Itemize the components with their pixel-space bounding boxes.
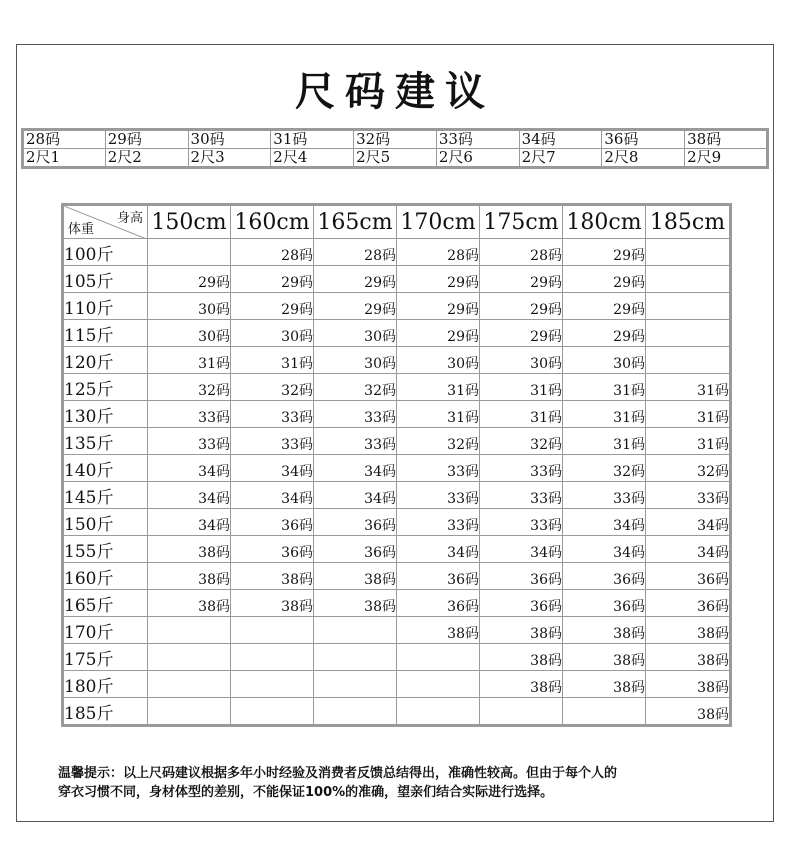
size-cell: 38码 [397, 617, 480, 644]
corner-cell [63, 205, 148, 239]
size-cell: 29码 [397, 320, 480, 347]
size-cell: 28码 [480, 239, 563, 266]
conversion-size-cell: 34码 [519, 130, 602, 149]
size-cell: 33码 [148, 428, 231, 455]
weight-cell: 110斤 [63, 293, 148, 320]
size-cell: 38码 [563, 617, 646, 644]
size-cell: 33码 [148, 401, 231, 428]
size-cell: 30码 [480, 347, 563, 374]
size-cell [231, 644, 314, 671]
size-cell [314, 671, 397, 698]
size-cell: 29码 [480, 266, 563, 293]
size-cell: 29码 [231, 293, 314, 320]
size-cell: 30码 [563, 347, 646, 374]
size-cell: 33码 [314, 428, 397, 455]
size-cell: 38码 [646, 698, 731, 726]
size-cell: 29码 [148, 266, 231, 293]
size-cell: 29码 [480, 320, 563, 347]
size-cell: 33码 [480, 455, 563, 482]
size-cell: 34码 [148, 509, 231, 536]
tip-line-2: 穿衣习惯不同，身材体型的差别，不能保证100%的准确，望亲们结合实际进行选择。 [58, 785, 554, 800]
size-cell [646, 320, 731, 347]
size-cell: 29码 [397, 266, 480, 293]
conversion-waist-cell: 2尺8 [602, 149, 685, 168]
size-cell [148, 617, 231, 644]
weight-cell: 100斤 [63, 239, 148, 266]
weight-cell: 180斤 [63, 671, 148, 698]
size-cell: 38码 [314, 590, 397, 617]
size-cell [646, 347, 731, 374]
size-cell: 33码 [397, 455, 480, 482]
height-header-cell: 185cm [646, 205, 731, 239]
size-cell: 30码 [314, 347, 397, 374]
size-cell [646, 266, 731, 293]
weight-cell: 130斤 [63, 401, 148, 428]
conversion-size-cell: 32码 [354, 130, 437, 149]
size-cell: 29码 [563, 320, 646, 347]
conversion-size-cell: 33码 [436, 130, 519, 149]
size-cell: 38码 [231, 590, 314, 617]
page-title: 尺码建议 [295, 69, 495, 115]
size-cell: 36码 [231, 509, 314, 536]
table-row [63, 617, 731, 644]
size-cell: 32码 [563, 455, 646, 482]
weight-cell: 115斤 [63, 320, 148, 347]
height-header-cell: 170cm [397, 205, 480, 239]
weight-cell: 120斤 [63, 347, 148, 374]
height-header-cell: 165cm [314, 205, 397, 239]
weight-cell: 105斤 [63, 266, 148, 293]
size-cell: 28码 [231, 239, 314, 266]
size-cell: 36码 [563, 590, 646, 617]
size-cell [646, 293, 731, 320]
size-waist-conversion-table [21, 128, 769, 169]
size-cell [148, 671, 231, 698]
size-cell: 34码 [397, 536, 480, 563]
size-cell: 38码 [646, 671, 731, 698]
size-cell [314, 698, 397, 726]
size-cell: 38码 [480, 617, 563, 644]
size-cell: 36码 [480, 590, 563, 617]
size-cell: 36码 [397, 563, 480, 590]
size-cell: 38码 [148, 563, 231, 590]
size-cell [148, 644, 231, 671]
size-cell: 31码 [563, 401, 646, 428]
size-cell [397, 698, 480, 726]
table-row [63, 455, 731, 482]
size-cell: 33码 [480, 509, 563, 536]
table-row [63, 293, 731, 320]
conversion-waist-cell: 2尺4 [271, 149, 354, 168]
weight-cell: 165斤 [63, 590, 148, 617]
size-cell: 33码 [646, 482, 731, 509]
size-cell [314, 644, 397, 671]
size-cell: 34码 [563, 536, 646, 563]
weight-cell: 150斤 [63, 509, 148, 536]
size-cell: 36码 [314, 536, 397, 563]
weight-cell: 135斤 [63, 428, 148, 455]
size-cell: 29码 [314, 266, 397, 293]
conversion-size-cell: 31码 [271, 130, 354, 149]
size-cell [563, 698, 646, 726]
size-cell: 31码 [563, 428, 646, 455]
weight-cell: 155斤 [63, 536, 148, 563]
table-row [63, 401, 731, 428]
size-cell: 32码 [314, 374, 397, 401]
size-cell [231, 617, 314, 644]
size-cell: 30码 [314, 320, 397, 347]
conversion-size-cell: 38码 [685, 130, 768, 149]
table-row [63, 482, 731, 509]
table-row [63, 320, 731, 347]
table-row [63, 644, 731, 671]
size-cell: 34码 [148, 482, 231, 509]
size-cell: 33码 [314, 401, 397, 428]
size-cell: 36码 [314, 509, 397, 536]
table-row [63, 536, 731, 563]
size-cell: 36码 [646, 590, 731, 617]
weight-cell: 125斤 [63, 374, 148, 401]
size-cell: 38码 [646, 644, 731, 671]
height-header-cell: 175cm [480, 205, 563, 239]
weight-cell: 175斤 [63, 644, 148, 671]
conversion-waist-cell: 2尺5 [354, 149, 437, 168]
size-cell: 36码 [646, 563, 731, 590]
table-row [63, 671, 731, 698]
size-cell: 31码 [646, 428, 731, 455]
size-cell: 34码 [314, 455, 397, 482]
size-cell: 31码 [397, 401, 480, 428]
size-cell: 33码 [397, 509, 480, 536]
conversion-waist-cell: 2尺1 [23, 149, 106, 168]
table-row [63, 239, 731, 266]
size-cell: 38码 [563, 671, 646, 698]
waist-row [23, 149, 768, 168]
size-cell: 29码 [231, 266, 314, 293]
size-cell: 31码 [646, 374, 731, 401]
size-cell [231, 698, 314, 726]
size-cell: 36码 [231, 536, 314, 563]
size-cell: 38码 [148, 536, 231, 563]
size-cell: 32码 [148, 374, 231, 401]
conversion-waist-cell: 2尺3 [188, 149, 271, 168]
size-cell: 32码 [231, 374, 314, 401]
table-row [63, 509, 731, 536]
size-cell: 31码 [480, 401, 563, 428]
table-row [63, 563, 731, 590]
table-row [63, 590, 731, 617]
size-cell [231, 671, 314, 698]
size-cell: 34码 [646, 509, 731, 536]
tip-note [58, 764, 748, 802]
table-row [63, 374, 731, 401]
weight-cell: 140斤 [63, 455, 148, 482]
size-cell: 34码 [480, 536, 563, 563]
conversion-waist-cell: 2尺6 [436, 149, 519, 168]
size-cell [148, 239, 231, 266]
conversion-waist-cell: 2尺7 [519, 149, 602, 168]
size-cell [314, 617, 397, 644]
size-cell: 38码 [148, 590, 231, 617]
weight-cell: 160斤 [63, 563, 148, 590]
size-cell: 34码 [231, 455, 314, 482]
table-row [63, 698, 731, 726]
size-cell: 31码 [480, 374, 563, 401]
size-cell: 29码 [563, 239, 646, 266]
size-cell: 38码 [480, 644, 563, 671]
size-recommendation-table [61, 203, 732, 727]
size-cell: 29码 [563, 266, 646, 293]
size-cell: 33码 [231, 401, 314, 428]
conversion-waist-cell: 2尺9 [685, 149, 768, 168]
size-cell: 34码 [563, 509, 646, 536]
conversion-size-cell: 30码 [188, 130, 271, 149]
size-cell: 32码 [397, 428, 480, 455]
size-cell: 32码 [646, 455, 731, 482]
height-header-cell: 180cm [563, 205, 646, 239]
size-cell: 29码 [480, 293, 563, 320]
size-cell: 38码 [480, 671, 563, 698]
size-cell [397, 644, 480, 671]
size-cell: 34码 [231, 482, 314, 509]
size-cell: 33码 [397, 482, 480, 509]
size-cell: 36码 [563, 563, 646, 590]
weight-cell: 145斤 [63, 482, 148, 509]
size-cell: 30码 [397, 347, 480, 374]
size-cell: 31码 [148, 347, 231, 374]
conversion-size-cell: 28码 [23, 130, 106, 149]
size-cell: 32码 [480, 428, 563, 455]
weight-cell: 170斤 [63, 617, 148, 644]
size-cell: 34码 [646, 536, 731, 563]
size-cell: 38码 [646, 617, 731, 644]
size-cell: 31码 [646, 401, 731, 428]
size-cell: 33码 [231, 428, 314, 455]
corner-weight-label: 体重 [68, 222, 95, 237]
size-cell: 34码 [314, 482, 397, 509]
table-row [63, 266, 731, 293]
size-cell: 34码 [148, 455, 231, 482]
size-cell: 38码 [314, 563, 397, 590]
size-cell: 30码 [231, 320, 314, 347]
height-header-cell: 150cm [148, 205, 231, 239]
table-row [63, 347, 731, 374]
height-header-cell: 160cm [231, 205, 314, 239]
size-cell [646, 239, 731, 266]
size-cell: 36码 [397, 590, 480, 617]
weight-cell: 185斤 [63, 698, 148, 726]
size-cell [480, 698, 563, 726]
conversion-size-cell: 29码 [105, 130, 188, 149]
size-cell: 31码 [397, 374, 480, 401]
size-cell: 33码 [563, 482, 646, 509]
size-row [23, 130, 768, 149]
conversion-waist-cell: 2尺2 [105, 149, 188, 168]
size-cell [397, 671, 480, 698]
corner-height-label: 身高 [116, 211, 143, 226]
height-header-row [63, 205, 731, 239]
size-cell: 29码 [314, 293, 397, 320]
size-cell: 29码 [563, 293, 646, 320]
table-row [63, 428, 731, 455]
size-cell: 30码 [148, 293, 231, 320]
size-cell: 28码 [397, 239, 480, 266]
size-cell: 31码 [563, 374, 646, 401]
size-cell: 38码 [563, 644, 646, 671]
size-cell: 36码 [480, 563, 563, 590]
size-cell: 28码 [314, 239, 397, 266]
size-cell: 30码 [148, 320, 231, 347]
size-cell: 33码 [480, 482, 563, 509]
conversion-size-cell: 36码 [602, 130, 685, 149]
size-cell: 38码 [231, 563, 314, 590]
size-cell [148, 698, 231, 726]
size-cell: 31码 [231, 347, 314, 374]
size-cell: 29码 [397, 293, 480, 320]
tip-line-1: 温馨提示：以上尺码建议根据多年小时经验及消费者反馈总结得出，准确性较高。但由于每个人的 [58, 766, 618, 781]
